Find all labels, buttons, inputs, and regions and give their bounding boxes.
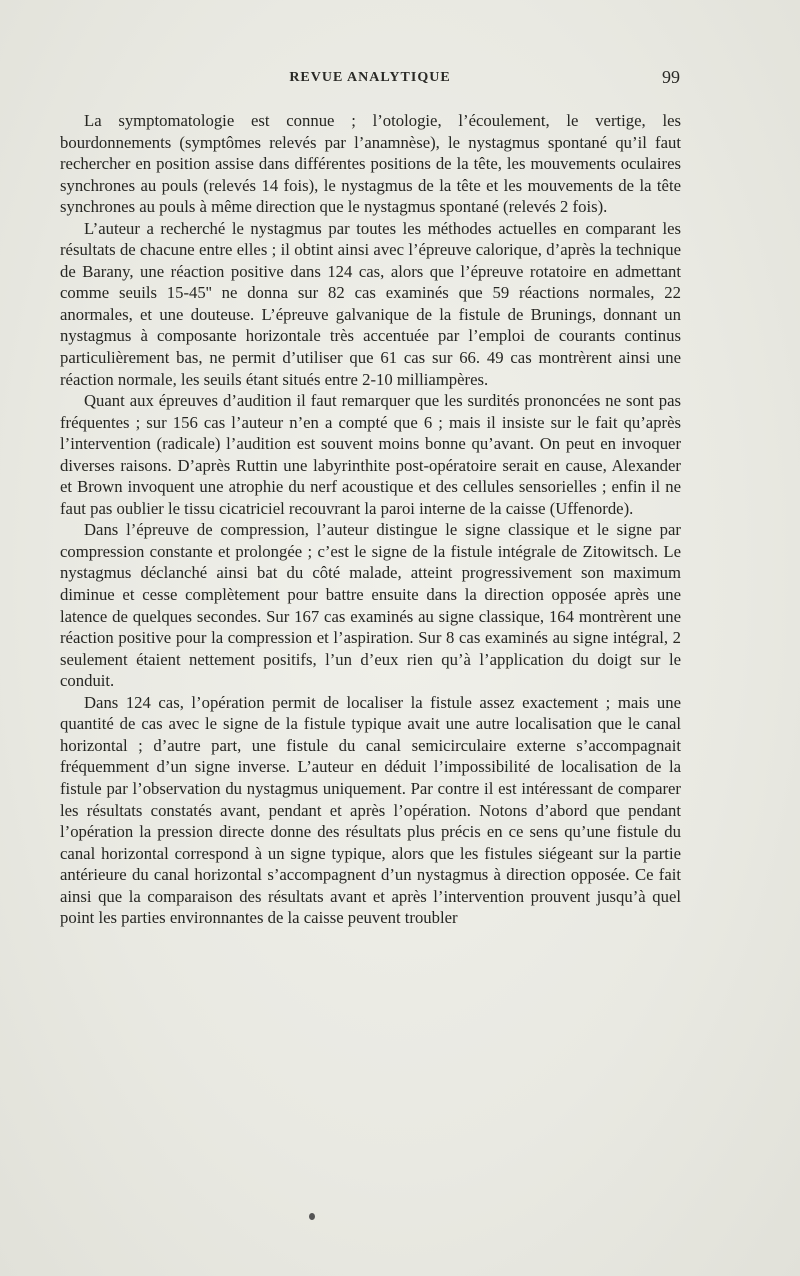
- page-header: [60, 67, 680, 96]
- paragraph-audition: Quant aux épreuves d’audition il faut remarquer que les surdités prononcées ne sont pas fréquentes ; sur 156 cas l’auteur n’en a compté que 6 ; mais il insiste sur le fait qu’après l’intervention (radicale) l’audition est souvent moins bonne qu’avant. On peut en invoquer diverses raisons. D’après Ruttin une labyrinthite post-opératoire serait en cause, Alexander et Brown invoquent une atrophie du nerf acoustique et des cellules sensorielles ; enfin il ne faut pas oublier le tissu cicatriciel recouvrant la paroi interne de la caisse (Uffenorde).: [60, 391, 681, 518]
- ink-dot-mark: [309, 1213, 315, 1220]
- article-body: [60, 110, 681, 929]
- paragraph-localisation: Dans 124 cas, l’opération permit de localiser la fistule assez exactement ; mais une quantité de cas avec le signe de la fistule typique avait une autre localisation que le canal horizontal ; d’autre part, une fistule du canal semicirculaire externe s’accompagnait fréquemment d’un signe inverse. L’auteur en déduit l’impossibilité de localisation de la fistule par l’observation du nystagmus uniquement. Par contre il est intéressant de comparer les résultats constatés avant, pendant et après l’opération. Notons d’abord que pendant l’opération la pression directe donne des résultats plus précis en ce sens qu’une fistule du canal horizontal correspond à un signe typique, alors que les fistules siégeant sur la partie antérieure du canal horizontal s’accompagnent d’un nystagmus à direction opposée. Ce fait ainsi que la comparaison des résultats avant et après l’intervention prouvent jusqu’à quel point les parties environnantes de la caisse peuvent troubler: [60, 692, 681, 928]
- paragraph-symptomatologie: La symptomatologie est connue ; l’otologie, l’écoulement, le vertige, les bourdonnements (symptômes relevés par l’anamnèse), le nystagmus spontané qu’il faut rechercher en position assise dans différentes positions de la tête, les mouvements oculaires synchrones au pouls (relevés 14 fois), le nystagmus de la tête et les mouvements de la tête synchrones au pouls à même direction que le nystagmus spontané (relevés 2 fois).: [60, 111, 681, 217]
- page-number: 99: [662, 67, 680, 87]
- running-title: REVUE ANALYTIQUE: [289, 70, 451, 85]
- paragraph-methodes: L’auteur a recherché le nystagmus par toutes les méthodes actuelles en comparant les résultats de chacune entre elles ; il obtint ainsi avec l’épreuve calorique, d’après la technique de Barany, une réaction positive dans 124 cas, alors que l’épreuve rotatoire en admettant comme seuils 15-45'' ne donna sur 82 cas examinés que 59 réactions normales, 22 anormales, et une douteuse. L’épreuve galvanique de la fistule de Brunings, donnant un nystagmus à composante horizontale très accentuée par l’emploi de courants continus particulièrement bas, ne permit d’utiliser que 61 cas sur 66. 49 cas montrèrent ainsi une réaction normale, les seuils étant situés entre 2-10 milliampères.: [60, 218, 681, 389]
- paragraph-compression: Dans l’épreuve de compression, l’auteur distingue le signe classique et le signe par compression constante et prolongée ; c’est le signe de la fistule intégrale de Zitowitsch. Le nystagmus déclanché ainsi bat du côté malade, atteint progressivement son maximum diminue et cesse complètement pour battre ensuite dans la direction opposée après une latence de quelques secondes. Sur 167 cas examinés au signe classique, 164 montrèrent une réaction positive pour la compression et l’aspiration. Sur 8 cas examinés au signe intégral, 2 seulement étaient nettement positifs, l’un d’eux rien qu’à l’application du doigt sur le conduit.: [60, 520, 681, 691]
